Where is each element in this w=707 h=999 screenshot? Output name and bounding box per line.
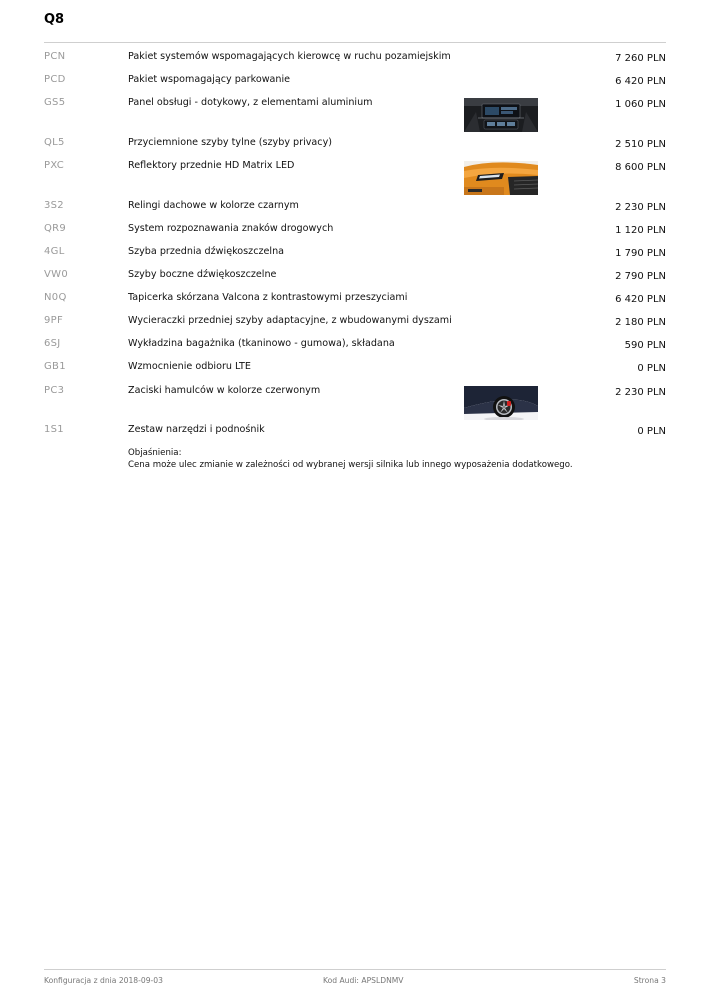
option-description: Reflektory przednie HD Matrix LED <box>128 160 295 171</box>
footer-divider <box>44 969 666 970</box>
option-price: 6 420 PLN <box>615 76 666 87</box>
option-code: 4GL <box>44 246 65 257</box>
option-code: 1S1 <box>44 424 64 435</box>
option-code: QL5 <box>44 137 65 148</box>
option-price: 2 790 PLN <box>615 271 666 282</box>
option-description: Wzmocnienie odbioru LTE <box>128 361 251 372</box>
option-row <box>0 315 707 335</box>
option-description: Panel obsługi - dotykowy, z elementami aluminium <box>128 97 373 108</box>
option-row <box>0 223 707 243</box>
option-description: Wycieraczki przedniej szyby adaptacyjne, z wbudowanymi dyszami <box>128 315 452 326</box>
option-code: N0Q <box>44 292 67 303</box>
option-row <box>0 200 707 220</box>
option-description: Szyby boczne dźwiękoszczelne <box>128 269 277 280</box>
option-price: 590 PLN <box>624 340 666 351</box>
orange-car-headlight-image <box>464 161 538 195</box>
option-description: Tapicerka skórzana Valcona z kontrastowymi przeszyciami <box>128 292 408 303</box>
option-code: PCN <box>44 51 66 62</box>
option-description: Zaciski hamulców w kolorze czerwonym <box>128 385 321 396</box>
option-row <box>0 51 707 71</box>
option-price: 1 120 PLN <box>615 225 666 236</box>
option-price: 6 420 PLN <box>615 294 666 305</box>
option-row <box>0 361 707 381</box>
option-description: Pakiet systemów wspomagających kierowcę w ruchu pozamiejskim <box>128 51 451 62</box>
option-code: 3S2 <box>44 200 64 211</box>
footer-page-number: Strona 3 <box>633 976 666 985</box>
option-row <box>0 97 707 117</box>
option-row <box>0 74 707 94</box>
option-description: Szyba przednia dźwiękoszczelna <box>128 246 285 257</box>
option-code: PC3 <box>44 385 65 396</box>
option-code: PCD <box>44 74 66 85</box>
option-description: Pakiet wspomagający parkowanie <box>128 74 291 85</box>
red-brake-caliper-wheel-image <box>464 386 538 420</box>
footer-configuration-date: Konfiguracja z dnia 2018-09-03 <box>44 976 163 985</box>
option-row <box>0 424 707 444</box>
option-row <box>0 246 707 266</box>
option-description: Wykładzina bagażnika (tkaninowo - gumowa), składana <box>128 338 395 349</box>
option-code: 9PF <box>44 315 64 326</box>
option-price: 1 060 PLN <box>615 99 666 110</box>
top-divider <box>44 42 666 43</box>
option-price: 7 260 PLN <box>615 53 666 64</box>
notes-text: Cena może ulec zmianie w zależności od wybranej wersji silnika lub innego wyposażenia dodatkowego. <box>128 460 573 470</box>
option-code: GB1 <box>44 361 66 372</box>
notes-heading: Objaśnienia: <box>128 448 182 458</box>
interior-touch-panel-image <box>464 98 538 132</box>
option-code: QR9 <box>44 223 67 234</box>
option-row <box>0 160 707 180</box>
option-code: 6SJ <box>44 338 61 349</box>
option-price: 0 PLN <box>637 426 666 437</box>
option-price: 0 PLN <box>637 363 666 374</box>
option-row <box>0 269 707 289</box>
option-description: Zestaw narzędzi i podnośnik <box>128 424 265 435</box>
option-description: System rozpoznawania znaków drogowych <box>128 223 334 234</box>
option-row <box>0 292 707 312</box>
option-price: 2 180 PLN <box>615 317 666 328</box>
option-price: 1 790 PLN <box>615 248 666 259</box>
option-description: Przyciemnione szyby tylne (szyby privacy) <box>128 137 332 148</box>
page-title: Q8 <box>44 12 65 27</box>
option-price: 2 510 PLN <box>615 139 666 150</box>
footer-audi-code: Kod Audi: APSLDNMV <box>323 976 404 985</box>
option-code: PXC <box>44 160 65 171</box>
option-row <box>0 338 707 358</box>
option-description: Relingi dachowe w kolorze czarnym <box>128 200 299 211</box>
option-price: 8 600 PLN <box>615 162 666 173</box>
option-code: VW0 <box>44 269 68 280</box>
option-row <box>0 385 707 405</box>
option-code: GS5 <box>44 97 66 108</box>
notes-section <box>128 447 573 471</box>
option-price: 2 230 PLN <box>615 202 666 213</box>
option-price: 2 230 PLN <box>615 387 666 398</box>
option-row <box>0 137 707 157</box>
